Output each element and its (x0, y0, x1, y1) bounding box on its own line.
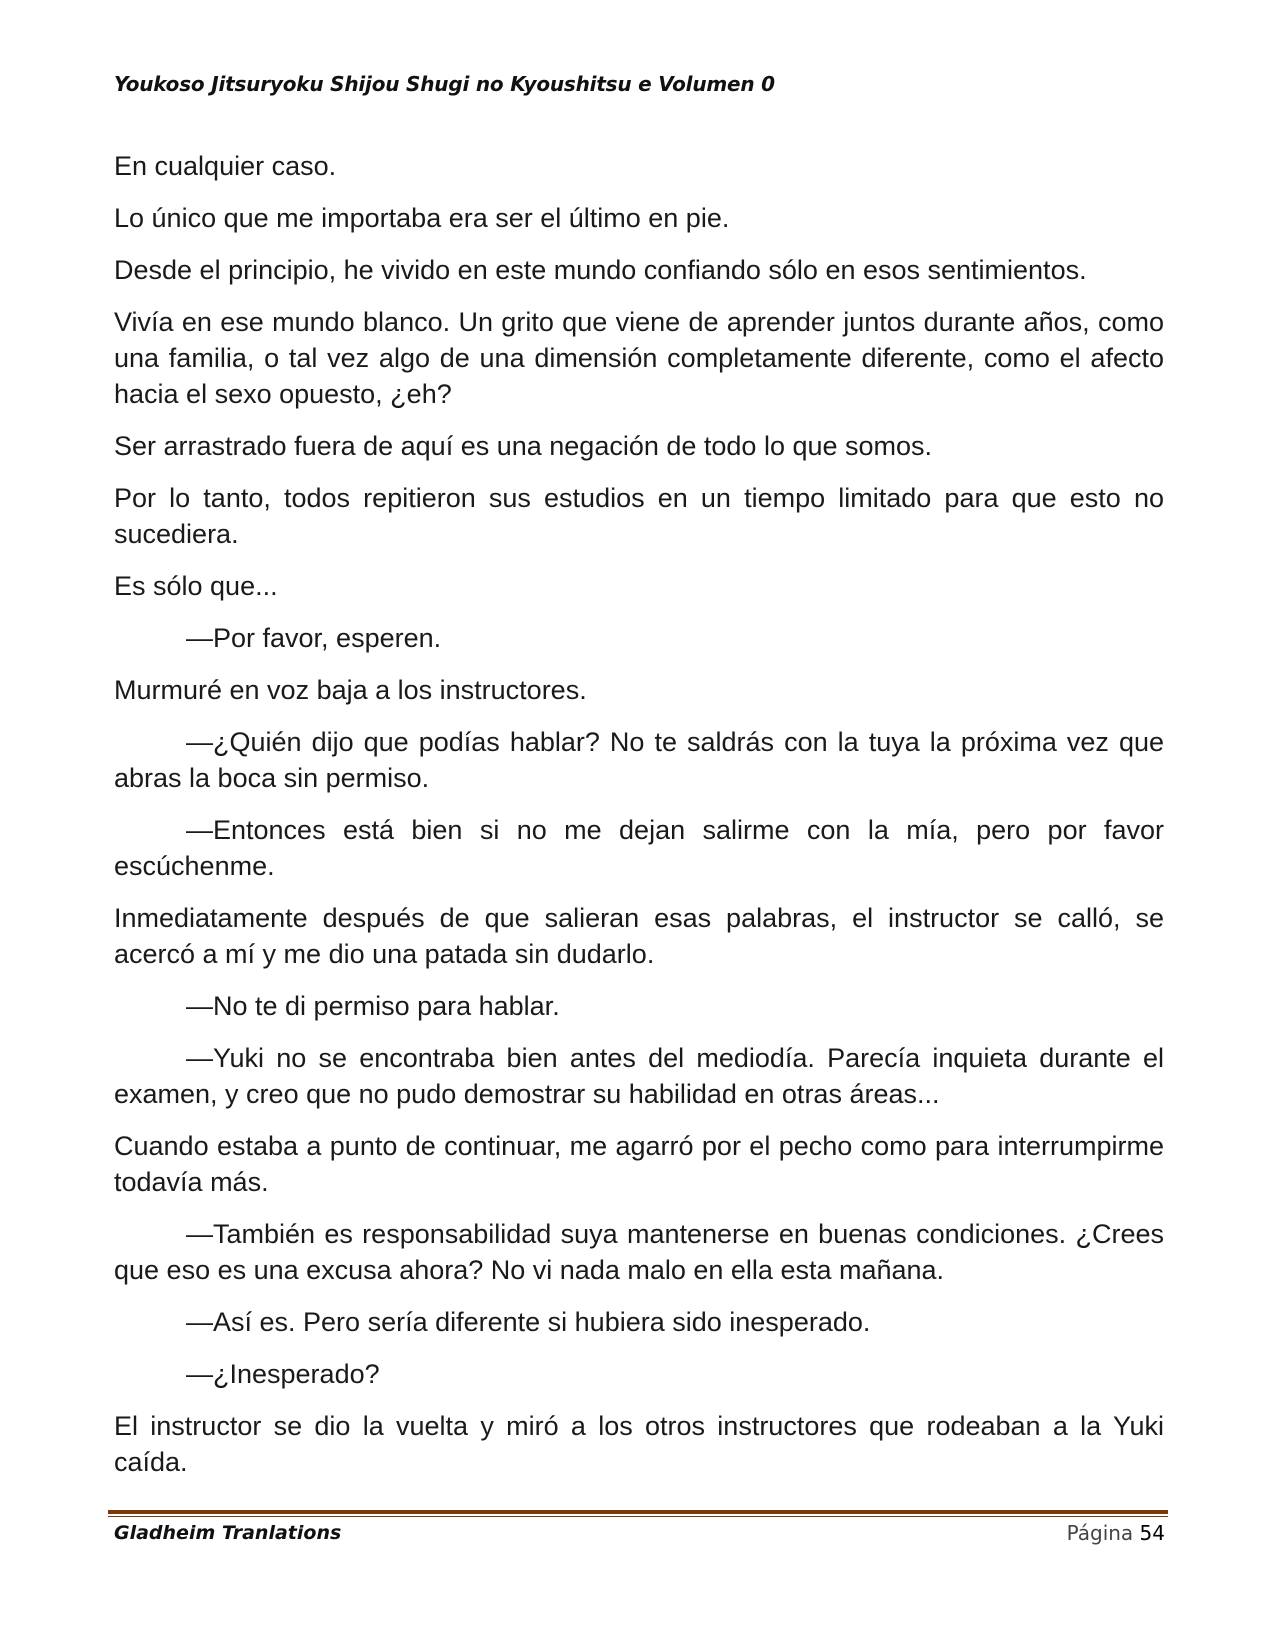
paragraph: Murmuré en voz baja a los instructores. (114, 675, 587, 705)
running-header: Youkoso Jitsuryoku Shijou Shugi no Kyoushitsu e Volumen 0 (114, 72, 775, 96)
paragraph: Es sólo que... (114, 571, 278, 601)
paragraph: El instructor se dio la vuelta y miró a los otros instructores que rodeaban a la Yuki caída. (114, 1411, 1164, 1477)
dialogue-line: —También es responsabilidad suya mantenerse en buenas condiciones. ¿Crees que eso es una excusa ahora? No vi nada malo en ella esta mañana. (114, 1219, 1164, 1285)
page-label: Página (1066, 1521, 1134, 1545)
paragraph: Vivía en ese mundo blanco. Un grito que viene de aprender juntos durante años, como una familia, o tal vez algo de una dimensión completamente diferente, como el afecto hacia el sexo opuesto, ¿eh? (114, 307, 1164, 409)
paragraph: Cuando estaba a punto de continuar, me agarró por el pecho como para interrumpirme todavía más. (114, 1131, 1164, 1197)
dialogue-line: —Por favor, esperen. (186, 623, 442, 653)
footer-credit: Gladheim Tranlations (114, 1522, 342, 1544)
dialogue-line: —Así es. Pero sería diferente si hubiera sido inesperado. (186, 1307, 871, 1337)
dialogue-line: —Yuki no se encontraba bien antes del mediodía. Parecía inquieta durante el examen, y creo que no pudo demostrar su habilidad en otras áreas... (114, 1043, 1164, 1109)
paragraph: Lo único que me importaba era ser el último en pie. (114, 203, 730, 233)
page-number-block (1067, 1521, 1165, 1545)
paragraph: Inmediatamente después de que salieran esas palabras, el instructor se calló, se acercó a mí y me dio una patada sin dudarlo. (114, 903, 1164, 969)
footer-divider-thin (108, 1516, 1168, 1517)
dialogue-line: —¿Inesperado? (186, 1359, 380, 1389)
dialogue-line: —¿Quién dijo que podías hablar? No te saldrás con la tuya la próxima vez que abras la boca sin permiso. (114, 727, 1164, 793)
dialogue-line: —No te di permiso para hablar. (186, 991, 560, 1021)
paragraph: Por lo tanto, todos repitieron sus estudios en un tiempo limitado para que esto no sucediera. (114, 483, 1164, 549)
paragraph: Desde el principio, he vivido en este mundo confiando sólo en esos sentimientos. (114, 255, 1087, 285)
dialogue-line: —Entonces está bien si no me dejan salirme con la mía, pero por favor escúchenme. (114, 815, 1164, 881)
footer-divider-thick (108, 1510, 1168, 1514)
body-text (114, 148, 1164, 1496)
paragraph: En cualquier caso. (114, 151, 337, 181)
page-number: 54 (1139, 1521, 1165, 1545)
paragraph: Ser arrastrado fuera de aquí es una negación de todo lo que somos. (114, 431, 933, 461)
